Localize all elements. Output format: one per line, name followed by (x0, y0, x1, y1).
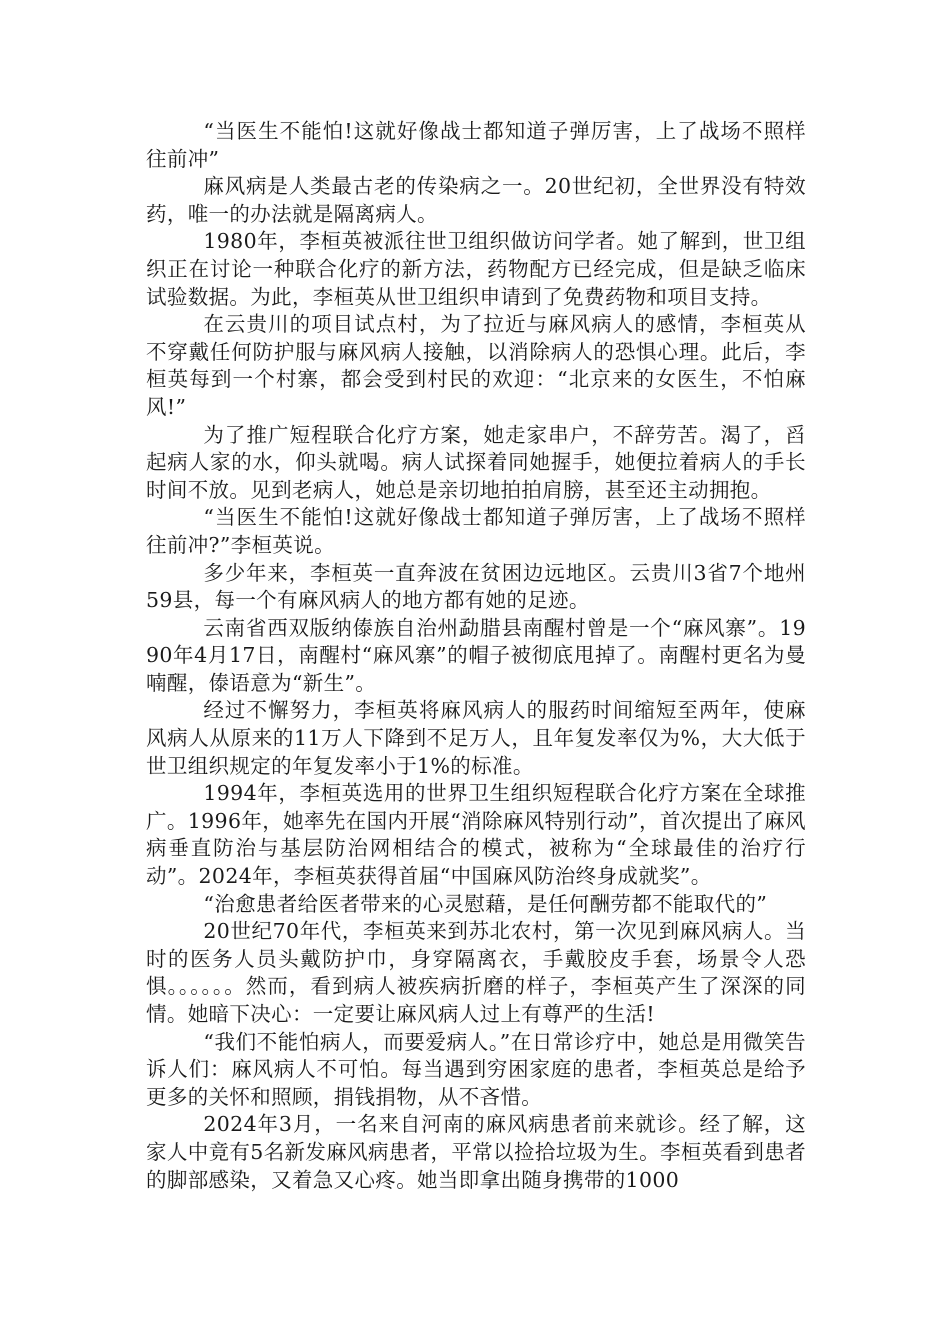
paragraph: 多少年来，李桓英一直奔波在贫困边远地区。云贵川3省7个地州59县，每一个有麻风病人的地方都有她的足迹。 (146, 560, 806, 613)
paragraph: “我们不能怕病人，而要爱病人。”在日常诊疗中，她总是用微笑告诉人们：麻风病人不可怕。每当遇到穷困家庭的患者，李桓英总是给予更多的关怀和照顾，捐钱捐物，从不吝惜。 (146, 1029, 806, 1109)
paragraph: “当医生不能怕!这就好像战士都知道子弹厉害，上了战场不照样往前冲?”李桓英说。 (146, 505, 806, 557)
paragraph: 经过不懈努力，李桓英将麻风病人的服药时间缩短至两年，使麻风病人从原来的11万人下降到不足万人，且年复发率仅为%，大大低于世卫组织规定的年复发率小于1%的标准。 (146, 698, 806, 778)
paragraph: 在云贵川的项目试点村，为了拉近与麻风病人的感情，李桓英从不穿戴任何防护服与麻风病人接触，以消除病人的恐惧心理。此后，李桓英每到一个村寨，都会受到村民的欢迎：“北京来的女医生，不怕麻风!” (146, 312, 806, 419)
paragraph: 2024年3月，一名来自河南的麻风病患者前来就诊。经了解，这家人中竟有5名新发麻风病患者，平常以捡拾垃圾为生。李桓英看到患者的脚部感染，又着急又心疼。她当即拿出随身携带的1000 (146, 1112, 806, 1192)
paragraph: 1980年，李桓英被派往世卫组织做访问学者。她了解到，世卫组织正在讨论一种联合化疗的新方法，药物配方已经完成，但是缺乏临床试验数据。为此，李桓英从世卫组织申请到了免费药物和项目支持。 (146, 229, 806, 309)
quote-heading-2: “治愈患者给医者带来的心灵慰藉，是任何酬劳都不能取代的” (203, 891, 768, 916)
document-body (146, 118, 806, 1194)
paragraph: 1994年，李桓英选用的世界卫生组织短程联合化疗方案在全球推广。1996年，她率先在国内开展“消除麻风特别行动”，首次提出了麻风病垂直防治与基层防治网相结合的模式，被称为“全球最佳的治疗行动”。2024年，李桓英获得首届“中国麻风防治终身成就奖”。 (146, 781, 806, 889)
paragraph: 麻风病是人类最古老的传染病之一。20世纪初，全世界没有特效药，唯一的办法就是隔离病人。 (146, 174, 806, 226)
quote-heading-1: “当医生不能怕!这就好像战士都知道子弹厉害，上了战场不照样往前冲” (146, 119, 806, 171)
paragraph: 云南省西双版纳傣族自治州勐腊县南醒村曾是一个“麻风寨”。1990年4月17日，南醒村“麻风寨”的帽子被彻底甩掉了。南醒村更名为曼喃醒，傣语意为“新生”。 (146, 615, 806, 695)
paragraph: 为了推广短程联合化疗方案，她走家串户，不辞劳苦。渴了，舀起病人家的水，仰头就喝。病人试探着同她握手，她便拉着病人的手长时间不放。见到老病人，她总是亲切地拍拍肩膀，甚至还主动拥抱。 (146, 422, 806, 502)
paragraph: 20世纪70年代，李桓英来到苏北农村，第一次见到麻风病人。当时的医务人员头戴防护巾，身穿隔离衣，手戴胶皮手套，场景令人恐惧。。。。。。然而，看到病人被疾病折磨的样子，李桓英产生了深深的同情。她暗下决心：一定要让麻风病人过上有尊严的生活! (146, 919, 806, 1026)
